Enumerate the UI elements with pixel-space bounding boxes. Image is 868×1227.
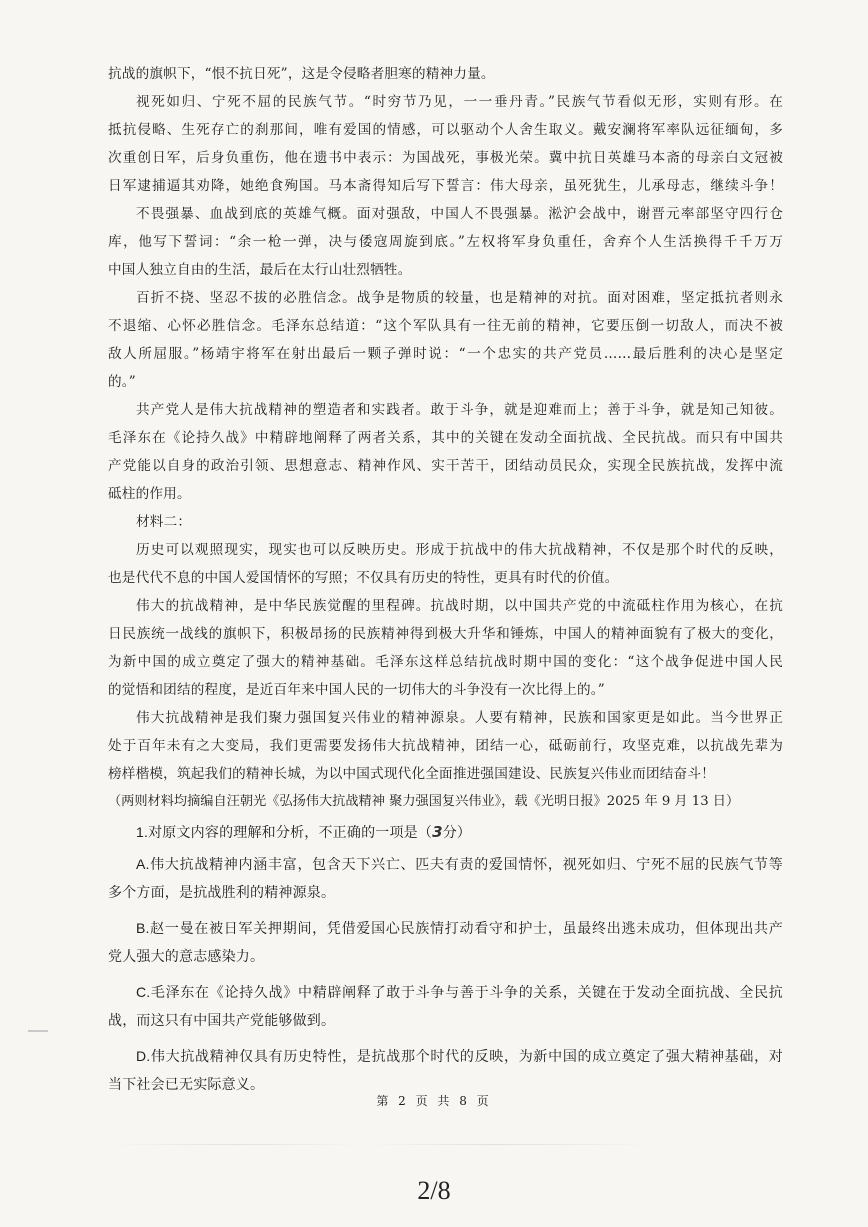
answer-option-line: B.赵一曼在被日军关押期间，凭借爱国心民族情打动看守和护士，虽最终出逃未成功，但体现出共产	[136, 920, 783, 936]
text-line: 视死如归、宁死不屈的民族气节。“时穷节乃见，一一垂丹青。”民族气节看似无形，实则有形。在	[136, 94, 783, 110]
text-line: 抗战的旗帜下，“恨不抗日死”，这是令侵略者胆寒的精神力量。	[108, 66, 495, 82]
scan-artifact	[110, 1144, 750, 1145]
text-line: 中国人独立自由的生活，最后在太行山壮烈牺牲。	[108, 262, 412, 278]
text-line: 榜样楷模，筑起我们的精神长城，为以中国式现代化全面推进强国建设、民族复兴伟业而团结奋斗！	[108, 766, 715, 782]
text-line: 日民族统一战线的旗帜下，积极昂扬的民族精神得到极大升华和锤炼，中国人的精神面貌有了极大的变化，	[108, 626, 783, 642]
text-line: 的觉悟和团结的程度，是近百年来中国人民的一切伟大的斗争没有一次比得上的。”	[108, 682, 605, 698]
answer-option-line: 战，而这只有中国共产党能够做到。	[108, 1012, 336, 1028]
text-line: 伟大的抗战精神，是中华民族觉醒的里程碑。抗战时期，以中国共产党的中流砥柱作用为核心，在抗	[136, 598, 783, 614]
text-line: 材料二：	[136, 514, 192, 530]
text-line: 库，他写下誓词：“余一枪一弹，决与倭寇周旋到底。”左权将军身负重任，舍弃个人生活换得千千万万	[108, 234, 783, 250]
text-line: 毛泽东在《论持久战》中精辟地阐释了两者关系，其中的关键在发动全面抗战、全民抗战。而只有中国共	[108, 430, 783, 446]
scan-artifact	[28, 1030, 48, 1032]
text-line: 的。”	[108, 374, 136, 390]
text-line: 百折不挠、坚忍不拔的必胜信念。战争是物质的较量，也是精神的对抗。面对困难，坚定抵抗者则永	[136, 290, 783, 306]
question-stem	[108, 818, 783, 846]
text-line: 处于百年未有之大变局，我们更需要发扬伟大抗战精神，团结一心，砥砺前行，攻坚克难，以抗战先辈为	[108, 738, 783, 754]
page-number: 2/8	[417, 1176, 451, 1205]
text-line: 不畏强暴、血战到底的英雄气概。面对强敌，中国人不畏强暴。淞沪会战中，谢晋元率部坚守四行仓	[136, 206, 783, 222]
text-line: 日军逮捕逼其劝降，她绝食殉国。马本斋得知后写下誓言：伟大母亲，虽死犹生，儿承母志，继续斗争！	[108, 178, 783, 194]
page-footer: 第 2 页 共 8 页	[376, 1094, 492, 1108]
text-line: 抵抗侵略、生死存亡的刹那间，唯有爱国的情感，可以驱动个人舍生取义。戴安澜将军率队远征缅甸，多	[108, 122, 783, 138]
source-citation: （两则材料均摘编自汪朝光《弘扬伟大抗战精神 聚力强国复兴伟业》，载《光明日报》2025 年 9 月 13 日）	[108, 794, 740, 809]
text-line: 产党能以自身的政治引领、思想意志、精神作风、实干苦干，团结动员民众，实现全民族抗战，发挥中流	[108, 458, 783, 474]
text-line: 次重创日军，后身负重伤，他在遗书中表示：为国战死，事极光荣。冀中抗日英雄马本斋的母亲白文冠被	[108, 150, 783, 166]
text-line: 共产党人是伟大抗战精神的塑造者和实践者。敢于斗争，就是迎难而上；善于斗争，就是知己知彼。	[136, 402, 783, 418]
text-line: 伟大抗战精神是我们聚力强国复兴伟业的精神源泉。人要有精神，民族和国家更是如此。当今世界正	[136, 710, 783, 726]
question-stem-text: 1.对原文内容的理解和分析，不正确的一项是（	[136, 824, 433, 840]
text-line: 敌人所屈服。”杨靖宇将军在射出最后一颗子弹时说：“一个忠实的共产党员……最后胜利的决心是坚定	[108, 346, 783, 362]
article-body	[108, 60, 783, 1102]
text-line: 也是代代不息的中国人爱国情怀的写照；不仅具有历史的特性，更具有时代的价值。	[108, 570, 619, 586]
text-line: 不退缩、心怀必胜信念。毛泽东总结道：“这个军队具有一往无前的精神，它要压倒一切敌人，而决不被	[108, 318, 783, 334]
answer-option-line: C.毛泽东在《论持久战》中精辟阐释了敢于斗争与善于斗争的关系，关键在于发动全面抗战、全民抗	[136, 984, 783, 1000]
answer-option-line: D.伟大抗战精神仅具有历史特性，是抗战那个时代的反映，为新中国的成立奠定了强大精神基础，对	[136, 1048, 783, 1064]
text-line: 为新中国的成立奠定了强大的精神基础。毛泽东这样总结抗战时期中国的变化：“这个战争促进中国人民	[108, 654, 783, 670]
answer-option-line: A.伟大抗战精神内涵丰富，包含天下兴亡、匹夫有责的爱国情怀，视死如归、宁死不屈的民族气节等	[136, 856, 783, 872]
answer-option-line: 当下社会已无实际意义。	[108, 1076, 265, 1092]
text-line: 砥柱的作用。	[108, 486, 191, 502]
handwritten-score-mark: 3	[432, 823, 443, 841]
answer-option-line: 党人强大的意志感染力。	[108, 948, 265, 964]
answer-option-line: 多个方面，是抗战胜利的精神源泉。	[108, 884, 336, 900]
text-line: 历史可以观照现实，现实也可以反映历史。形成于抗战中的伟大抗战精神，不仅是那个时代的反映，	[136, 542, 783, 558]
question-stem-text: 分）	[442, 824, 472, 840]
